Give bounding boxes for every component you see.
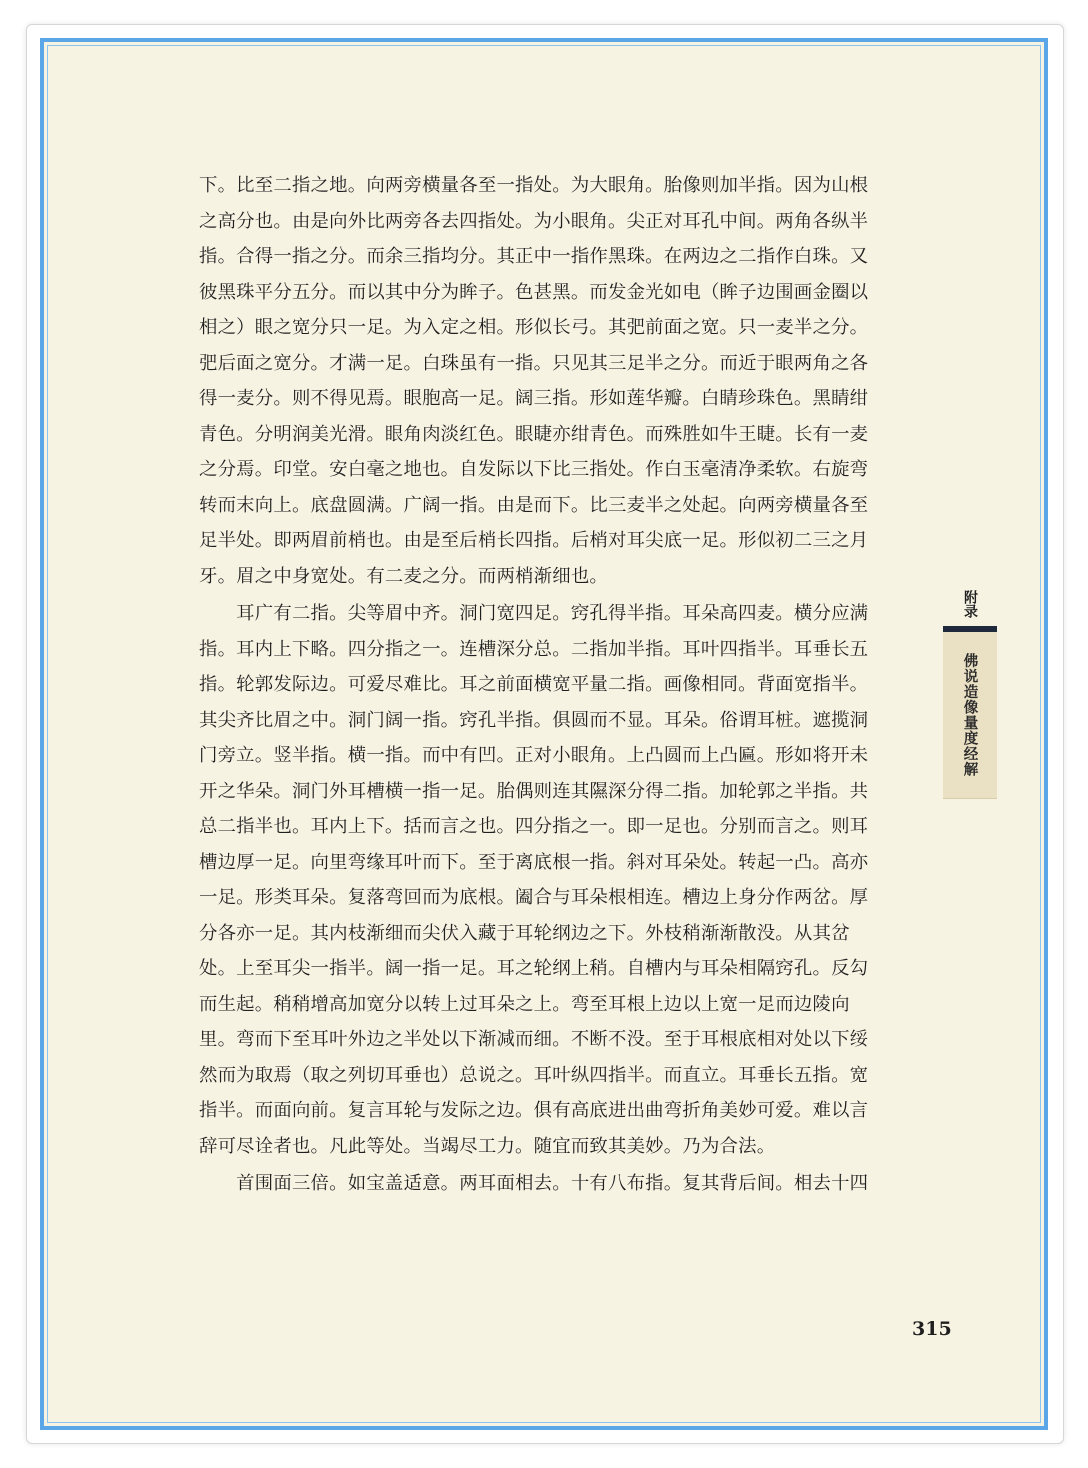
side-tab bbox=[943, 582, 997, 799]
side-tab-book-title: 佛说造像量度经解 bbox=[943, 632, 997, 799]
text-line: 指。合得一指之分。而余三指均分。其正中一指作黑珠。在两边之二指作白珠。又 bbox=[199, 246, 869, 267]
text-line: 里。弯而下至耳叶外边之半处以下渐减而细。不断不没。至于耳根底相对处以下绥 bbox=[199, 1029, 869, 1050]
text-line: 分各亦一足。其内枝渐细而尖伏入藏于耳轮纲边之下。外枝稍渐渐散没。从其岔 bbox=[199, 922, 850, 944]
text-line: 而生起。稍稍增高加宽分以转上过耳朵之上。弯至耳根上边以上宽一足而边陵向 bbox=[199, 993, 850, 1015]
text-line: 下。比至二指之地。向两旁横量各至一指处。为大眼角。胎像则加半指。因为山根 bbox=[199, 175, 869, 196]
text-line: 得一麦分。则不得见焉。眼胞高一足。阔三指。形如莲华瓣。白睛珍珠色。黑睛绀 bbox=[199, 388, 869, 409]
text-line: 指。耳内上下略。四分指之一。连槽深分总。二指加半指。耳叶四指半。耳垂长五 bbox=[199, 638, 869, 660]
text-line: 耳广有二指。尖等眉中齐。洞门宽四足。窍孔得半指。耳朵高四麦。横分应满 bbox=[199, 603, 869, 624]
text-line: 相之）眼之宽分只一足。为入定之相。形似长弓。其弝前面之宽。只一麦半之分。 bbox=[199, 317, 869, 338]
text-line: 处。上至耳尖一指半。阔一指一足。耳之轮纲上稍。自槽内与耳朵相隔窍孔。反勾 bbox=[199, 958, 869, 979]
text-line: 彼黑珠平分五分。而以其中分为眸子。色甚黑。而发金光如电（眸子边围画金圈以 bbox=[199, 281, 869, 303]
text-line: 青色。分明润美光滑。眼角肉淡红色。眼睫亦绀青色。而殊胜如牛王睫。长有一麦 bbox=[199, 423, 869, 445]
text-line: 辞可尽诠者也。凡此等处。当竭尽工力。随宜而致其美妙。乃为合法。 bbox=[199, 1135, 776, 1157]
text-line: 槽边厚一足。向里弯缘耳叶而下。至于离底根一指。斜对耳朵处。转起一凸。高亦 bbox=[199, 851, 869, 873]
text-line: 总二指半也。耳内上下。括而言之也。四分指之一。即一足也。分别而言之。则耳 bbox=[199, 816, 869, 837]
text-line: 转而末向上。底盘圆满。广阔一指。由是而下。比三麦半之处起。向两旁横量各至 bbox=[199, 494, 869, 516]
text-line: 足半处。即两眉前梢也。由是至后梢长四指。后梢对耳尖底一足。形似初二三之月 bbox=[199, 530, 869, 551]
text-line: 指半。而面向前。复言耳轮与发际之边。俱有高底进出曲弯折角美妙可爱。难以言 bbox=[199, 1100, 869, 1121]
text-line: 其尖齐比眉之中。洞门阔一指。窍孔半指。俱圆而不显。耳朵。俗谓耳桩。遮揽洞 bbox=[199, 709, 869, 731]
text-line: 弝后面之宽分。才满一足。白珠虽有一指。只见其三足半之分。而近于眼两角之各 bbox=[199, 352, 869, 374]
text-line: 然而为取焉（取之列切耳垂也）总说之。耳叶纵四指半。而直立。耳垂长五指。宽 bbox=[199, 1064, 869, 1086]
text-line: 之高分也。由是向外比两旁各去四指处。为小眼角。尖正对耳孔中间。两角各纵半 bbox=[199, 210, 869, 232]
text-line: 之分焉。印堂。安白毫之地也。自发际以下比三指处。作白玉毫清净柔软。右旋弯 bbox=[199, 459, 869, 480]
text-line: 一足。形类耳朵。复落弯回而为底根。阖合与耳朵根相连。槽边上身分作两岔。厚 bbox=[199, 887, 869, 908]
text-line: 指。轮郭发际边。可爱尽难比。耳之前面横宽平量二指。画像相同。背面宽指半。 bbox=[199, 674, 869, 695]
text-line: 门旁立。竖半指。横一指。而中有凹。正对小眼角。上凸圆而上凸匾。形如将开未 bbox=[199, 745, 869, 766]
body-text bbox=[199, 168, 911, 1202]
text-line: 首围面三倍。如宝盖适意。两耳面相去。十有八布指。复其背后间。相去十四 bbox=[199, 1173, 869, 1194]
side-tab-appendix-label: 附录 bbox=[962, 590, 978, 618]
text-line: 开之华朵。洞门外耳槽横一指一足。胎偶则连其隰深分得二指。加轮郭之半指。共 bbox=[199, 780, 869, 802]
text-line: 牙。眉之中身宽处。有二麦之分。而两梢渐细也。 bbox=[199, 565, 608, 587]
page-number: 315 bbox=[912, 1318, 952, 1340]
